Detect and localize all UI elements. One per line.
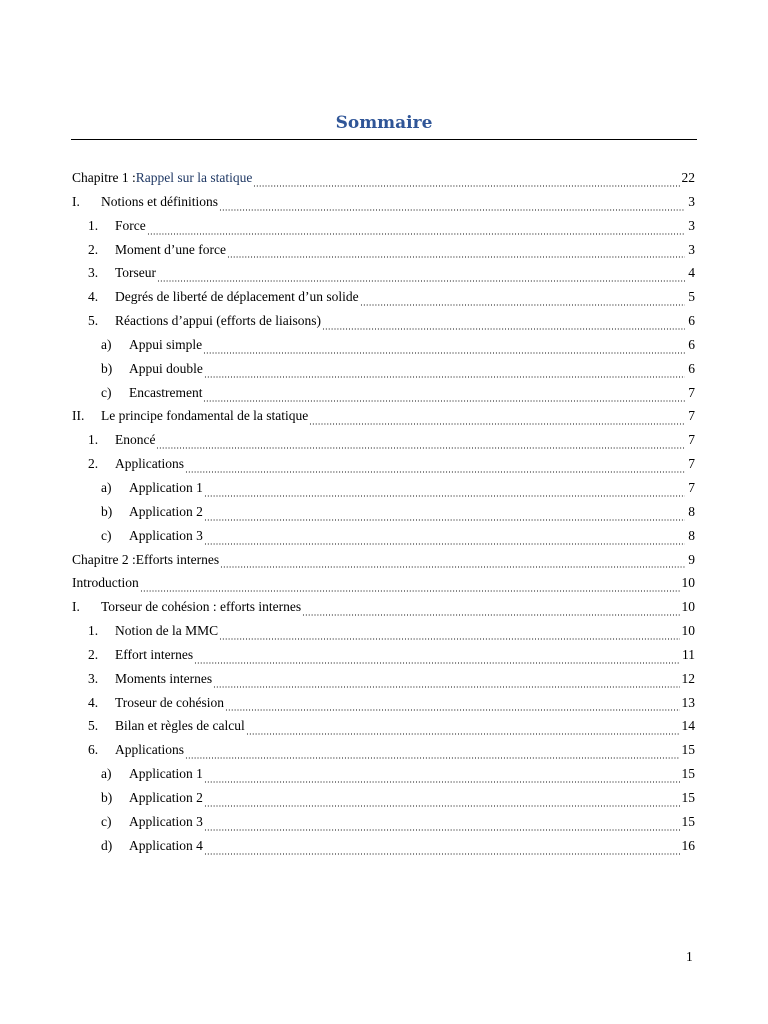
- toc-entry-number: 1.: [88, 623, 99, 639]
- toc-entry[interactable]: [72, 738, 695, 762]
- toc-entry-page: 3: [688, 217, 695, 233]
- toc-entry-label: Torseur: [115, 265, 157, 281]
- dot-leader: [204, 531, 685, 545]
- toc-entry-page: 6: [688, 360, 695, 376]
- dot-leader: [360, 292, 685, 306]
- toc-entry-label: Rappel sur la statique: [135, 170, 253, 185]
- toc-entry[interactable]: [72, 691, 695, 715]
- toc-entry-label: Troseur de cohésion: [115, 694, 224, 710]
- toc-entry[interactable]: [72, 834, 695, 858]
- dot-leader: [157, 268, 685, 282]
- toc-entry-label: Appui double: [129, 360, 203, 376]
- toc-entry-label: Moments internes: [115, 670, 213, 686]
- dot-leader: [185, 459, 685, 473]
- toc-entry-number: Chapitre 2 :: [72, 551, 136, 567]
- table-of-contents: [72, 166, 695, 857]
- toc-entry[interactable]: [72, 619, 695, 643]
- toc-entry-page: 15: [681, 742, 695, 758]
- toc-entry-label: Application 3: [129, 813, 203, 829]
- toc-entry-number: b): [101, 503, 113, 519]
- toc-entry[interactable]: [72, 476, 695, 500]
- toc-entry-label: Bilan et règles de calcul: [115, 718, 245, 734]
- dot-leader: [225, 697, 680, 711]
- toc-entry-page: 11: [682, 646, 695, 662]
- dot-leader: [204, 507, 685, 521]
- toc-entry-page: 7: [688, 456, 695, 472]
- toc-entry[interactable]: [72, 786, 695, 810]
- dot-leader: [204, 364, 685, 378]
- toc-entry-number: 2.: [88, 241, 99, 257]
- toc-entry-number: c): [101, 527, 112, 543]
- toc-entry-page: 8: [688, 503, 695, 519]
- dot-leader: [204, 483, 685, 497]
- toc-entry-page: 3: [688, 241, 695, 257]
- dot-leader: [140, 578, 680, 592]
- toc-entry[interactable]: [72, 428, 695, 452]
- toc-entry-page: 5: [688, 289, 695, 305]
- toc-entry-page: 14: [681, 718, 695, 734]
- toc-entry[interactable]: [72, 285, 695, 309]
- dot-leader: [156, 435, 685, 449]
- toc-entry-label: Le principe fondamental de la statique: [101, 408, 309, 424]
- toc-entry[interactable]: [72, 595, 695, 619]
- toc-entry-label: Effort internes: [115, 646, 194, 662]
- toc-entry-number: I.: [72, 599, 80, 615]
- toc-entry-number: 2.: [88, 456, 99, 472]
- toc-entry-number: 2.: [88, 646, 99, 662]
- toc-entry-page: 8: [688, 527, 695, 543]
- toc-entry-number: 5.: [88, 718, 99, 734]
- toc-entry[interactable]: [72, 810, 695, 834]
- dot-leader: [213, 674, 679, 688]
- toc-entry-page: 10: [681, 623, 695, 639]
- toc-entry-label: Application 1: [129, 766, 203, 782]
- toc-entry-page: 7: [688, 384, 695, 400]
- toc-entry[interactable]: [72, 190, 695, 214]
- toc-entry-page: 10: [681, 599, 695, 615]
- toc-entry-page: 22: [681, 170, 695, 185]
- dot-leader: [185, 745, 680, 759]
- dot-leader: [203, 340, 685, 354]
- toc-entry-page: 4: [688, 265, 695, 281]
- toc-entry-number: I.: [72, 193, 80, 209]
- toc-entry-number: b): [101, 789, 113, 805]
- toc-entry[interactable]: [72, 548, 695, 572]
- dot-leader: [302, 602, 679, 616]
- toc-entry-number: a): [101, 479, 112, 495]
- toc-entry[interactable]: [72, 238, 695, 262]
- toc-entry-label: Appui simple: [129, 336, 203, 352]
- toc-entry-page: 9: [688, 551, 695, 567]
- dot-leader: [322, 316, 685, 330]
- toc-entry-number: 6.: [88, 742, 99, 758]
- toc-entry-label: Moment d’une force: [115, 241, 226, 257]
- toc-entry-label: Application 2: [129, 789, 203, 805]
- dot-leader: [309, 411, 685, 425]
- toc-entry-page: 7: [688, 432, 695, 448]
- toc-entry-label: Réactions d’appui (efforts de liaisons): [115, 313, 321, 329]
- toc-entry-page: 7: [688, 408, 695, 424]
- toc-entry[interactable]: [72, 667, 695, 691]
- toc-entry[interactable]: [72, 309, 695, 333]
- dot-leader: [246, 721, 680, 735]
- toc-entry[interactable]: [72, 571, 695, 595]
- toc-entry-label: Application 4: [129, 837, 203, 853]
- toc-entry[interactable]: [72, 524, 695, 548]
- toc-entry-number: c): [101, 384, 112, 400]
- dot-leader: [194, 650, 680, 664]
- page-number: 1: [686, 949, 693, 964]
- toc-entry[interactable]: [72, 404, 695, 428]
- toc-entry[interactable]: [72, 357, 695, 381]
- toc-entry-number: a): [101, 766, 112, 782]
- toc-entry-page: 6: [688, 336, 695, 352]
- toc-entry-label: Applications: [115, 742, 184, 758]
- toc-entry-label: Application 3: [129, 527, 203, 543]
- toc-entry-page: 7: [688, 479, 695, 495]
- toc-entry[interactable]: [72, 643, 695, 667]
- dot-leader: [204, 817, 680, 831]
- toc-entry-label: Application 1: [129, 479, 203, 495]
- toc-entry-number: 5.: [88, 313, 99, 329]
- toc-entry[interactable]: [72, 381, 695, 405]
- dot-leader: [219, 197, 685, 211]
- toc-entry-number: II.: [72, 408, 85, 424]
- toc-entry-page: 12: [681, 670, 695, 686]
- dot-leader: [227, 244, 685, 258]
- toc-entry[interactable]: [72, 166, 695, 190]
- dot-leader: [204, 841, 680, 855]
- toc-entry-label: Enoncé: [115, 432, 156, 448]
- title-divider: [71, 139, 697, 140]
- toc-entry-label: Notions et définitions: [101, 193, 218, 209]
- dot-leader: [204, 769, 680, 783]
- toc-entry-number: 1.: [88, 217, 99, 233]
- toc-entry-page: 16: [681, 837, 695, 853]
- toc-entry-label: Notion de la MMC: [115, 623, 219, 639]
- toc-entry-label: Torseur de cohésion : efforts internes: [101, 599, 302, 615]
- toc-entry-page: 3: [688, 193, 695, 209]
- toc-entry-page: 10: [681, 575, 695, 591]
- dot-leader: [204, 793, 680, 807]
- toc-entry-page: 15: [681, 766, 695, 782]
- toc-entry[interactable]: [72, 333, 695, 357]
- toc-entry-label: Applications: [115, 456, 184, 472]
- toc-entry-number: 1.: [88, 432, 99, 448]
- toc-entry-number: 3.: [88, 670, 99, 686]
- toc-entry-label: Encastrement: [129, 384, 203, 400]
- dot-leader: [203, 388, 685, 402]
- toc-entry-label: Introduction: [72, 575, 139, 591]
- toc-entry-page: 15: [681, 813, 695, 829]
- toc-entry-page: 13: [681, 694, 695, 710]
- toc-entry[interactable]: [72, 452, 695, 476]
- toc-entry-label: Degrés de liberté de déplacement d’un solide: [115, 289, 359, 305]
- toc-entry-number: a): [101, 336, 112, 352]
- toc-entry-number: d): [101, 837, 113, 853]
- toc-entry-number: c): [101, 813, 112, 829]
- dot-leader: [253, 173, 679, 187]
- toc-entry-label: Application 2: [129, 503, 203, 519]
- toc-entry[interactable]: [72, 500, 695, 524]
- toc-entry[interactable]: [72, 214, 695, 238]
- toc-entry[interactable]: [72, 762, 695, 786]
- dot-leader: [220, 554, 685, 568]
- toc-entry-page: 15: [681, 789, 695, 805]
- toc-entry-label: Force: [115, 217, 146, 233]
- dot-leader: [147, 221, 685, 235]
- toc-entry-label: Efforts internes: [135, 551, 220, 567]
- toc-entry-number: 4.: [88, 289, 99, 305]
- toc-entry-number: 3.: [88, 265, 99, 281]
- toc-entry-number: b): [101, 360, 113, 376]
- toc-entry-number: Chapitre 1 :: [72, 170, 136, 185]
- toc-entry[interactable]: [72, 714, 695, 738]
- page-title: Sommaire: [335, 113, 433, 133]
- toc-entry[interactable]: [72, 261, 695, 285]
- toc-entry-number: 4.: [88, 694, 99, 710]
- toc-entry-page: 6: [688, 313, 695, 329]
- dot-leader: [219, 626, 679, 640]
